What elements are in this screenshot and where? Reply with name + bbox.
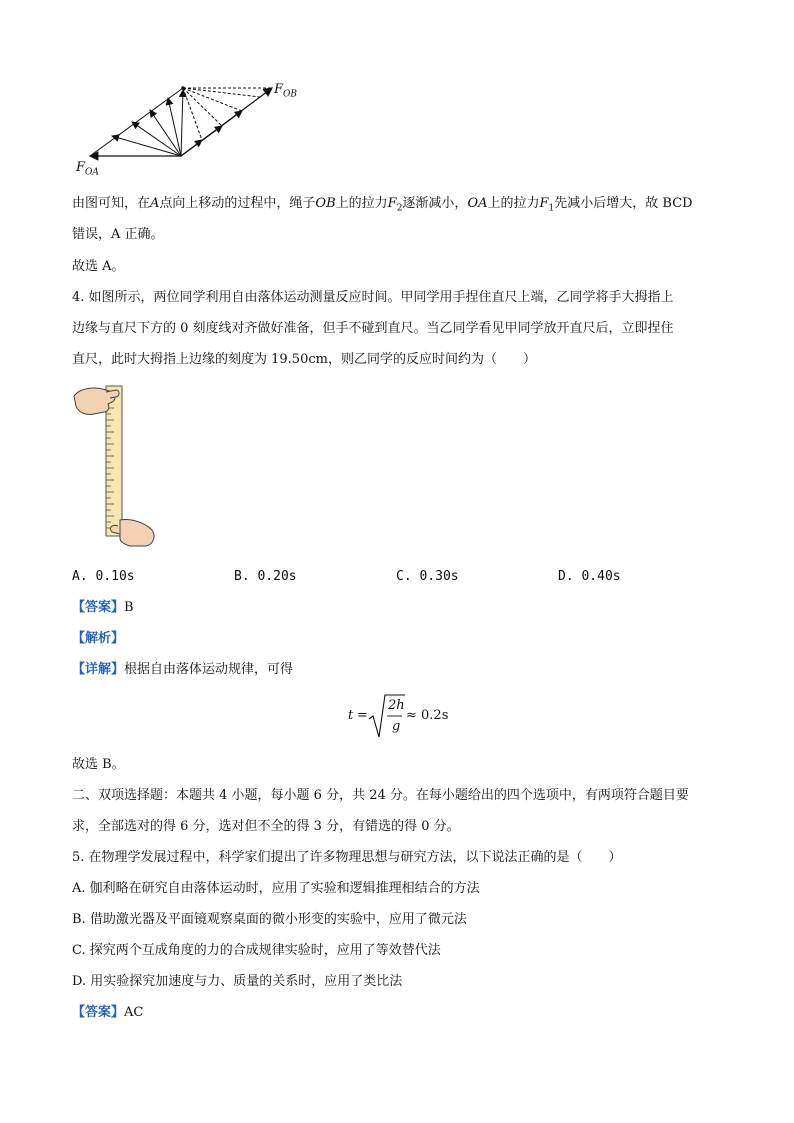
q5-answer-line <box>72 1005 143 1021</box>
q4-analysis-line <box>72 631 124 647</box>
q5-answer: AC <box>124 1005 144 1020</box>
label-f-ob-main: F <box>274 82 284 97</box>
explanation-conclusion: 故选 A。 <box>72 259 125 274</box>
q4-stem-line-1: 4. 如图所示，两位同学利用自由落体运动测量反应时间。甲同学用手捏住直尺上端，乙同学将手大拇指上 <box>72 290 674 305</box>
formula-eq: = <box>357 708 368 723</box>
label-f-ob-sub: OB <box>283 89 298 100</box>
q4-answer-line <box>72 600 134 616</box>
q4-detail-line <box>72 662 293 678</box>
q4-stem-line-2: 边缘与直尺下方的 0 刻度线对齐做好准备，但手不碰到直尺。当乙同学看见甲同学放开直尺后，立即捏住 <box>72 321 674 336</box>
rope-ob: OB <box>315 196 336 211</box>
point-a: A <box>150 196 160 211</box>
q4-option-c[interactable]: C. 0.30s <box>396 569 459 584</box>
force-f1-sub: 1 <box>548 203 555 214</box>
formula-rhs: ≈ 0.2s <box>406 708 449 723</box>
q4-stem-line-3: 直尺，此时大拇指上边缘的刻度为 19.50cm，则乙同学的反应时间约为（ ） <box>72 352 536 367</box>
explanation-text: 先减小后增大，故 BCD <box>554 196 693 211</box>
q4-option-a[interactable]: A. 0.10s <box>72 569 135 584</box>
rope-oa: OA <box>467 196 488 211</box>
answer-tag: 【答案】 <box>72 600 125 615</box>
force-f2: F <box>387 196 397 211</box>
q4-option-b[interactable]: B. 0.20s <box>234 569 297 584</box>
answer-tag: 【答案】 <box>72 1005 125 1020</box>
label-f-ob <box>274 82 297 100</box>
explanation-line-2: 错误，A 正确。 <box>72 227 164 242</box>
detail-tag: 【详解】 <box>72 662 125 677</box>
explanation-text: 上的拉力 <box>335 196 388 211</box>
q5-stem: 5. 在物理学发展过程中，科学家们提出了许多物理思想与研究方法，以下说法正确的是（ ） <box>72 850 622 865</box>
label-f-oa <box>76 160 99 178</box>
q5-option-c[interactable]: C. 探究两个互成角度的力的合成规律实验时，应用了等效替代法 <box>72 943 441 958</box>
ruler-illustration <box>72 380 162 552</box>
formula-denominator: g <box>392 719 401 734</box>
q5-option-d[interactable]: D. 用实验探究加速度与力、质量的关系时，应用了类比法 <box>72 974 403 989</box>
q5-option-a[interactable]: A. 伽利略在研究自由落体运动时，应用了实验和逻辑推理相结合的方法 <box>72 881 480 896</box>
force-f1: F <box>539 196 549 211</box>
detail-text: 根据自由落体运动规律，可得 <box>124 662 294 677</box>
q4-answer: B <box>124 600 134 615</box>
formula <box>348 693 468 739</box>
explanation-text: 点向上移动的过程中，绳子 <box>159 196 316 211</box>
label-f-oa-sub: OA <box>85 167 99 178</box>
explanation-line-1 <box>72 196 693 217</box>
explanation-text: 上的拉力 <box>487 196 540 211</box>
analysis-tag: 【解析】 <box>72 631 125 646</box>
q5-option-b[interactable]: B. 借助激光器及平面镜观察桌面的微小形变的实验中，应用了微元法 <box>72 912 467 927</box>
explanation-text: 逐渐减小， <box>402 196 468 211</box>
section2-line-1: 二、双项选择题：本题共 4 小题，每小题 6 分，共 24 分。在每小题给出的四个选项中，有两项符合题目要 <box>72 788 689 803</box>
q4-conclusion: 故选 B。 <box>72 757 125 772</box>
explanation-text: 由图可知，在 <box>72 196 151 211</box>
label-f-oa-main: F <box>76 160 86 175</box>
formula-numerator: 2h <box>388 698 405 713</box>
section2-line-2: 求，全部选对的得 6 分，选对但不全的得 3 分，有错选的得 0 分。 <box>72 819 460 834</box>
formula-lhs: t <box>348 708 354 723</box>
force-f2-sub: 2 <box>396 203 403 214</box>
q4-option-d[interactable]: D. 0.40s <box>558 569 621 584</box>
